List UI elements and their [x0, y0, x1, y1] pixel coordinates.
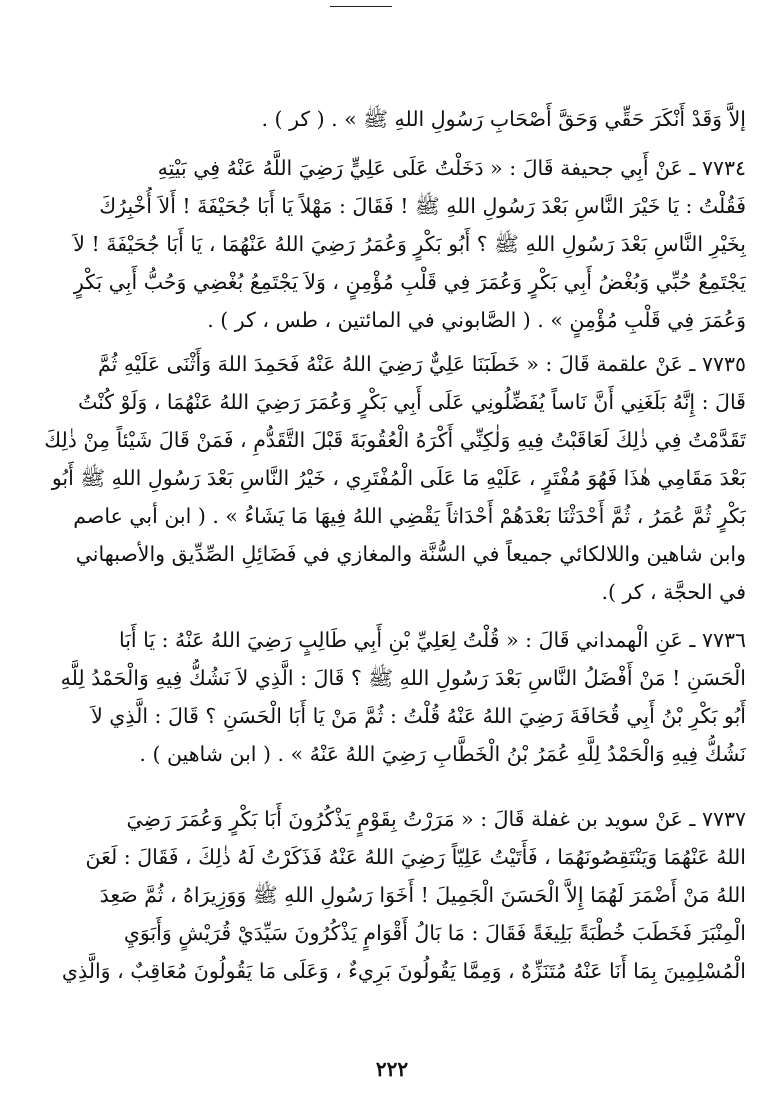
- text-line: ٧٧٣٦ ـ عَنِ الْهمداني قَالَ : « قُلْتُ لِعَلِيِّ بْنِ أَبِي طَالِبٍ رَضِيَ اللهُ عَنْهُ : يَا أَبَا: [118, 628, 746, 652]
- hadith-7735: [40, 345, 746, 611]
- paragraph-carryover: [40, 100, 746, 138]
- text-line: ٧٧٣٥ ـ عَنْ علقمة قَالَ : « خَطَبَنَا عَلِيٌّ رَضِيَ اللهُ عَنْهُ فَحَمِدَ اللهَ وَأَثْنَى عَلَيْهِ ثُمَّ: [98, 352, 746, 376]
- text-line: قَالَ : إِنَّهُ بَلَغَنِي أَنَّ نَاساً يُفَضِّلُونِي عَلَى أَبِي بَكْرٍ وَعُمَرَ رَضِيَ اللهُ عَنْهُمَا ، وَلَوْ كُنْتُ: [77, 390, 746, 414]
- text-line: بَكْرٍ ثُمَّ عُمَرُ ، ثُمَّ أَحْدَثْنَا بَعْدَهُمْ أَحْدَاثاً يَقْضِي اللهُ فِيهَا مَا يَشَاءُ » . ( ابن أبي عاصم: [73, 504, 746, 528]
- text-line: الْحَسَنِ ! مَنْ أَفْضَلُ النَّاسِ بَعْدَ رَسُولِ اللهِ ﷺ ؟ قَالَ : الَّذِي لاَ نَشُكُّ فِيهِ وَالْحَمْدُ لِلَّهِ: [60, 666, 746, 690]
- page-number: ٢٢٢: [375, 1057, 409, 1081]
- text-line: ٧٧٣٧ ـ عَنْ سويد بن غفلة قَالَ : « مَرَرْتُ بِقَوْمٍ يَذْكُرُونَ أَبَا بَكْرٍ وَعُمَرَ رَضِيَ: [126, 807, 746, 831]
- text-line: يَجْتَمِعُ حُبِّي وَبُغْضُ أَبِي بَكْرٍ وَعُمَرَ فِي قَلْبِ مُؤْمِنٍ ، وَلاَ يَجْتَمِعُ بُغْضِي وَحُبُّ أَبِي بَكْرٍ: [73, 270, 746, 294]
- text-line: في الحجَّة ، كر ).: [601, 580, 746, 604]
- hadith-7736: [40, 621, 746, 773]
- text-line: بَعْدَ مَقَامِي هٰذَا فَهُوَ مُفْتَرٍ ، عَلَيْهِ مَا عَلَى الْمُفْتَرِي ، خَيْرُ النَّاسِ بَعْدَ رَسُولِ اللهِ ﷺ أَبُو: [51, 466, 746, 490]
- text-line: نَشُكُّ فِيهِ وَالْحَمْدُ لِلَّهِ عُمَرُ بْنُ الْخَطَّابِ رَضِيَ اللهُ عَنْهُ » . ( ابن شاهين ) .: [139, 742, 746, 766]
- text-line: وَعُمَرَ فِي قَلْبِ مُؤْمِنٍ » . ( الصَّابوني في المائتين ، طس ، كر ) .: [207, 308, 746, 332]
- text-line: أَبُو بَكْرِ بْنُ أَبِي قُحَافَةَ رَضِيَ اللهُ عَنْهُ قُلْتُ : ثُمَّ مَنْ يَا أَبَا الْحَسَنِ ؟ قَالَ : الَّذِي لاَ: [91, 704, 746, 728]
- top-rule: [330, 6, 392, 7]
- text-line: اللهُ مَنْ أَضْمَرَ لَهُمَا إِلاَّ الْحَسَنَ الْجَمِيلَ ! أَخَوَا رَسُولِ اللهِ ﷺ وَوَزِيرَاهُ ، ثُمَّ صَعِدَ: [99, 883, 746, 907]
- text-line: بِخَيْرِ النَّاسِ بَعْدَ رَسُولِ اللهِ ﷺ ؟ أَبُو بَكْرٍ وَعُمَرُ رَضِيَ اللهُ عَنْهُمَا ، يَا أَبَا جُحَيْفَةَ ! لاَ: [73, 232, 746, 256]
- text-line: وابن شاهين واللالكائي جميعاً في السُّنَّة والمغازي في فَضَائِلِ الصِّدِّيق والأصبهاني: [75, 542, 746, 566]
- text-line: فَقُلْتُ : يَا خَيْرَ النَّاسِ بَعْدَ رَسُولِ اللهِ ﷺ ! فَقَالَ : مَهْلاً يَا أَبَا جُحَيْفَةَ ! أَلاَ أُخْبِرُكَ: [99, 194, 746, 218]
- text-line: تَقَدَّمْتُ فِي ذٰلِكَ لَعَاقَبْتُ فِيهِ وَلٰكِنِّي أَكْرَهُ الْعُقُوبَةَ قَبْلَ التَّقَدُّمِ ، فَمَنْ قَالَ شَيْئاً مِنْ ذٰلِكَ: [44, 428, 746, 452]
- text-line: ٧٧٣٤ ـ عَنْ أَبِي جحيفة قَالَ : « دَخَلْتُ عَلَى عَلِيٍّ رَضِيَ اللَّهُ عَنْهُ فِي بَيْتِهِ: [157, 156, 746, 180]
- hadith-7737: [40, 800, 746, 990]
- text-line: الْمِنْبَرَ فَخَطَبَ خُطْبَةً بَلِيغَةً فَقَالَ : مَا بَالُ أَقْوَامٍ يَذْكُرُونَ سَيِّدَيْ قُرَيْشٍ وَأَبَوَيِ: [123, 921, 746, 945]
- text-line: إلاَّ وَقَدْ أَنْكَرَ حَقِّي وَحَقَّ أَصْحَابِ رَسُولِ اللهِ ﷺ » . ( كر ) .: [261, 107, 746, 131]
- text-line: اللهُ عَنْهُمَا وَيَنْتَقِصُونَهُمَا ، فَأَتَيْتُ عَلِيّاً رَضِيَ اللهُ عَنْهُ فَذَكَرْتُ لَهُ ذٰلِكَ ، فَقَالَ : لَعَنَ: [85, 845, 746, 869]
- text-line: الْمُسْلِمِينَ بِمَا أَنَا عَنْهُ مُتَنَزِّهٌ ، وَمِمَّا يَقُولُونَ بَرِيءٌ ، وَعَلَى مَا يَقُولُونَ مُعَاقِبٌ ، وَالَّذِي: [61, 959, 746, 983]
- hadith-7734: [40, 149, 746, 339]
